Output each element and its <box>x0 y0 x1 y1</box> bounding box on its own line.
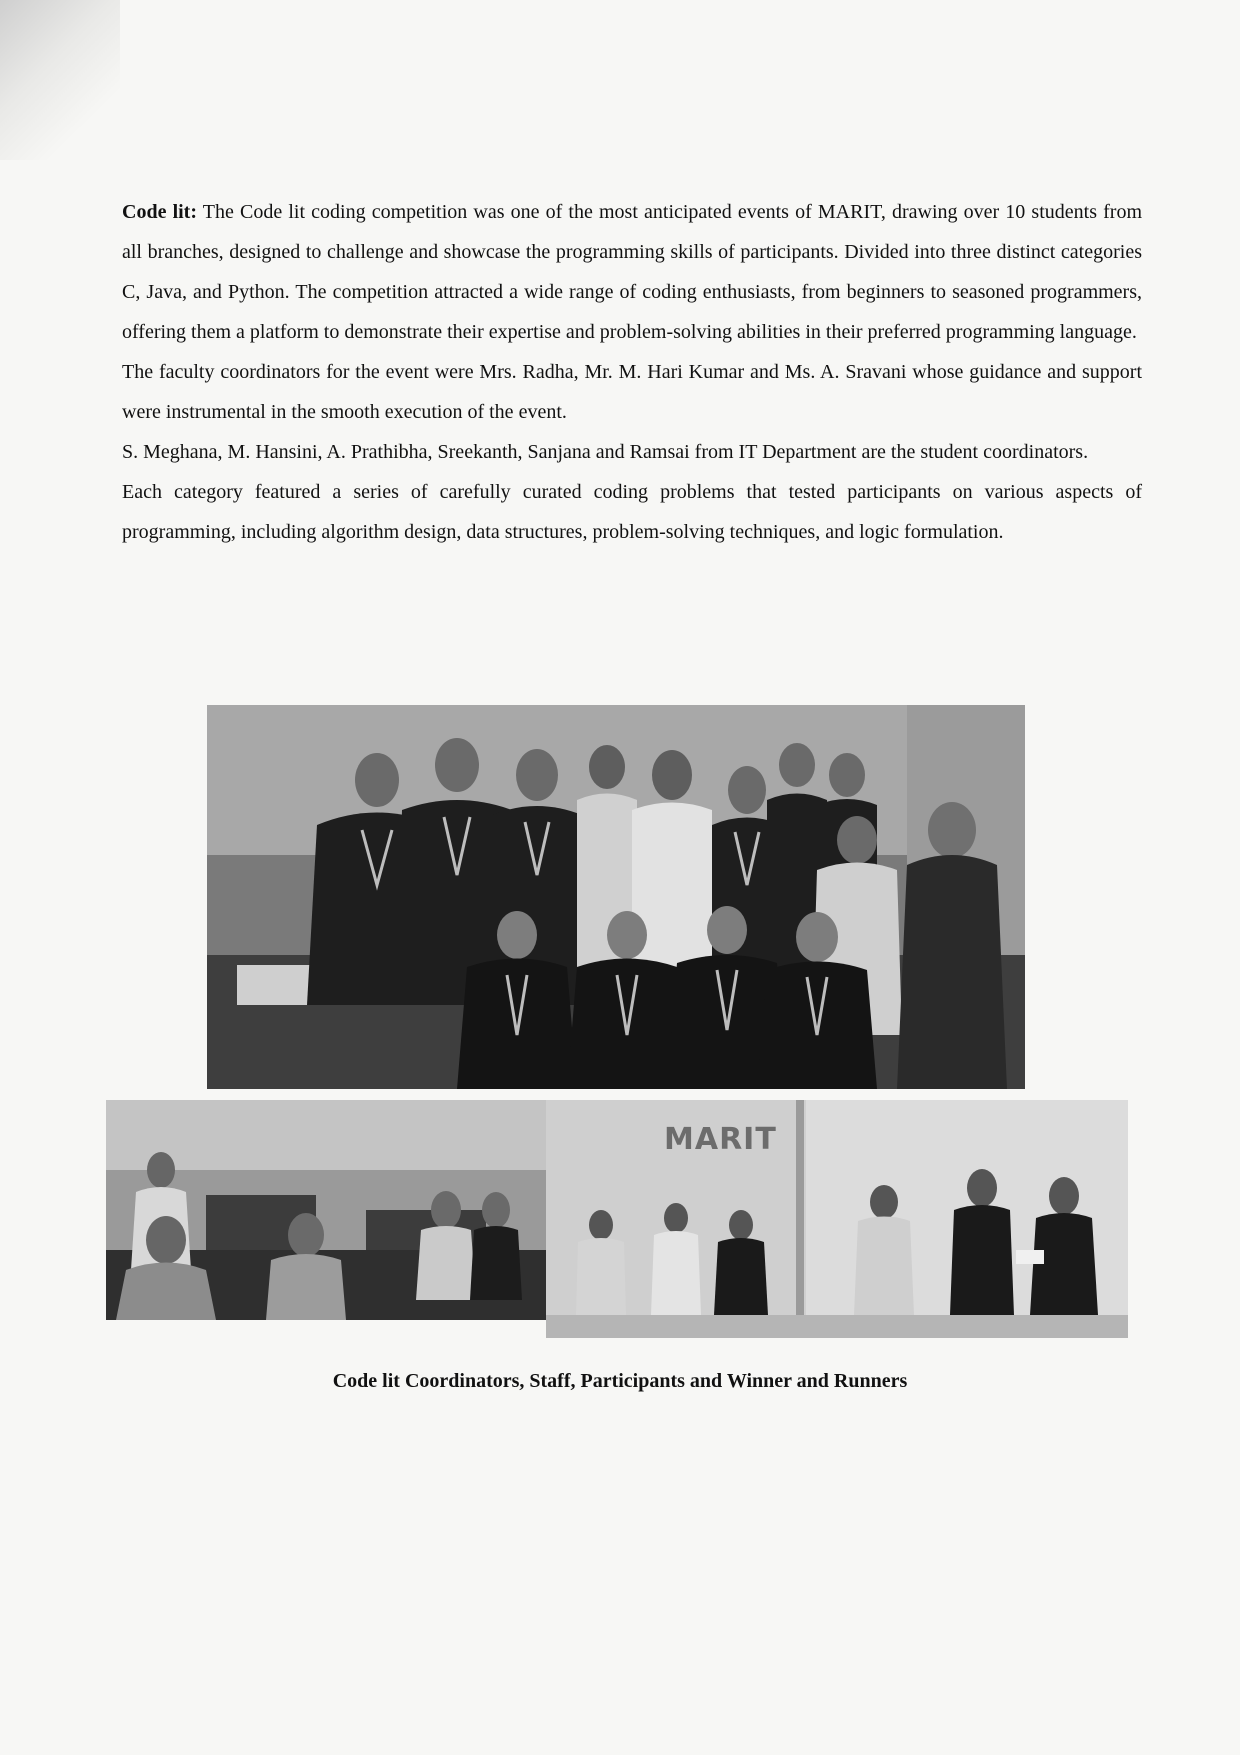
photo-caption: Code lit Coordinators, Staff, Participants and Winner and Runners <box>332 1370 908 1392</box>
intro-paragraph <box>122 192 1142 352</box>
event-name: Code lit: <box>122 201 198 223</box>
categories-paragraph: Each category featured a series of carefully curated coding problems that tested participants on various aspects of programming, including algorithm design, data structures, problem-solving techniques, and logic formulation. <box>122 481 1142 543</box>
marit-banner-text: MARIT <box>664 1122 777 1157</box>
lab-participants-photo <box>106 1100 546 1320</box>
prize-distribution-photo <box>546 1100 1128 1338</box>
students-paragraph: S. Meghana, M. Hansini, A. Prathibha, Sreekanth, Sanjana and Ramsai from IT Department are the student coordinators. <box>122 441 1089 463</box>
faculty-paragraph: The faculty coordinators for the event were Mrs. Radha, Mr. M. Hari Kumar and Ms. A. Sravani whose guidance and support were instrumental in the smooth execution of the event. <box>122 361 1142 423</box>
group-photo <box>207 705 1025 1089</box>
page-corner-shadow <box>0 0 120 160</box>
intro-text: The Code lit coding competition was one of the most anticipated events of MARIT, drawing over 10 students from all branches, designed to challenge and showcase the programming skills of participants. Divided into three distinct categories C, Java, and Python. The competition attracted a wide range of coding enthusiasts, from beginners to seasoned programmers, offering them a platform to demonstrate their expertise and problem-solving abilities in their preferred programming language. <box>122 201 1142 343</box>
report-body <box>122 192 1142 552</box>
